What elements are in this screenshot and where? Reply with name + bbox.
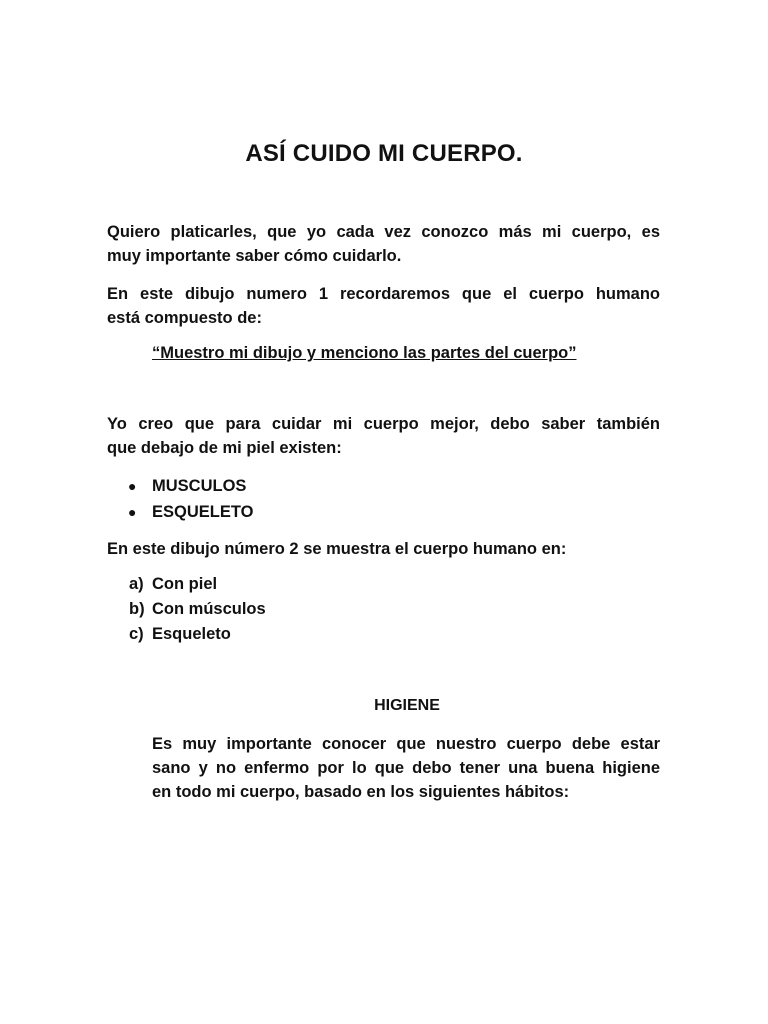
- drawing-quote: “Muestro mi dibujo y menciono las partes del cuerpo”: [152, 344, 577, 362]
- bullet-dot-icon: ●: [128, 504, 137, 520]
- hygiene-line-2: sano y no enfermo por lo que debo tener una buena higiene: [152, 759, 660, 777]
- list-marker: c): [129, 625, 144, 643]
- skin-line-1: Yo creo que para cuidar mi cuerpo mejor, debo saber también: [107, 415, 660, 433]
- skin-paragraph: [107, 412, 660, 460]
- skin-line-2: que debajo de mi piel existen:: [107, 439, 342, 457]
- list-marker: a): [129, 575, 144, 593]
- drawing-one-line-1: En este dibujo numero 1 recordaremos que el cuerpo humano: [107, 285, 660, 303]
- drawing-two-paragraph: [107, 537, 660, 561]
- drawing-one-paragraph: [107, 282, 660, 330]
- bullet-item-label: ESQUELETO: [152, 503, 254, 521]
- document-title: ASÍ CUIDO MI CUERPO.: [245, 140, 523, 167]
- drawing-two-line: En este dibujo número 2 se muestra el cuerpo humano en:: [107, 540, 567, 558]
- intro-line-1: Quiero platicarles, que yo cada vez conozco más mi cuerpo, es: [107, 223, 660, 241]
- list-marker: b): [129, 600, 145, 618]
- intro-line-2: muy importante saber cómo cuidarlo.: [107, 247, 402, 265]
- hygiene-heading: HIGIENE: [374, 697, 440, 714]
- bullet-item-label: MUSCULOS: [152, 477, 247, 495]
- list-item-label: Con piel: [152, 575, 218, 593]
- hygiene-line-3: en todo mi cuerpo, basado en los siguientes hábitos:: [152, 783, 570, 801]
- intro-paragraph: [107, 220, 660, 268]
- list-item-label: Con músculos: [152, 600, 266, 618]
- bullet-dot-icon: ●: [128, 478, 137, 494]
- hygiene-line-1: Es muy importante conocer que nuestro cuerpo debe estar: [152, 735, 660, 753]
- list-item-label: Esqueleto: [152, 625, 231, 643]
- drawing-one-line-2: está compuesto de:: [107, 309, 262, 327]
- hygiene-paragraph: [152, 732, 660, 804]
